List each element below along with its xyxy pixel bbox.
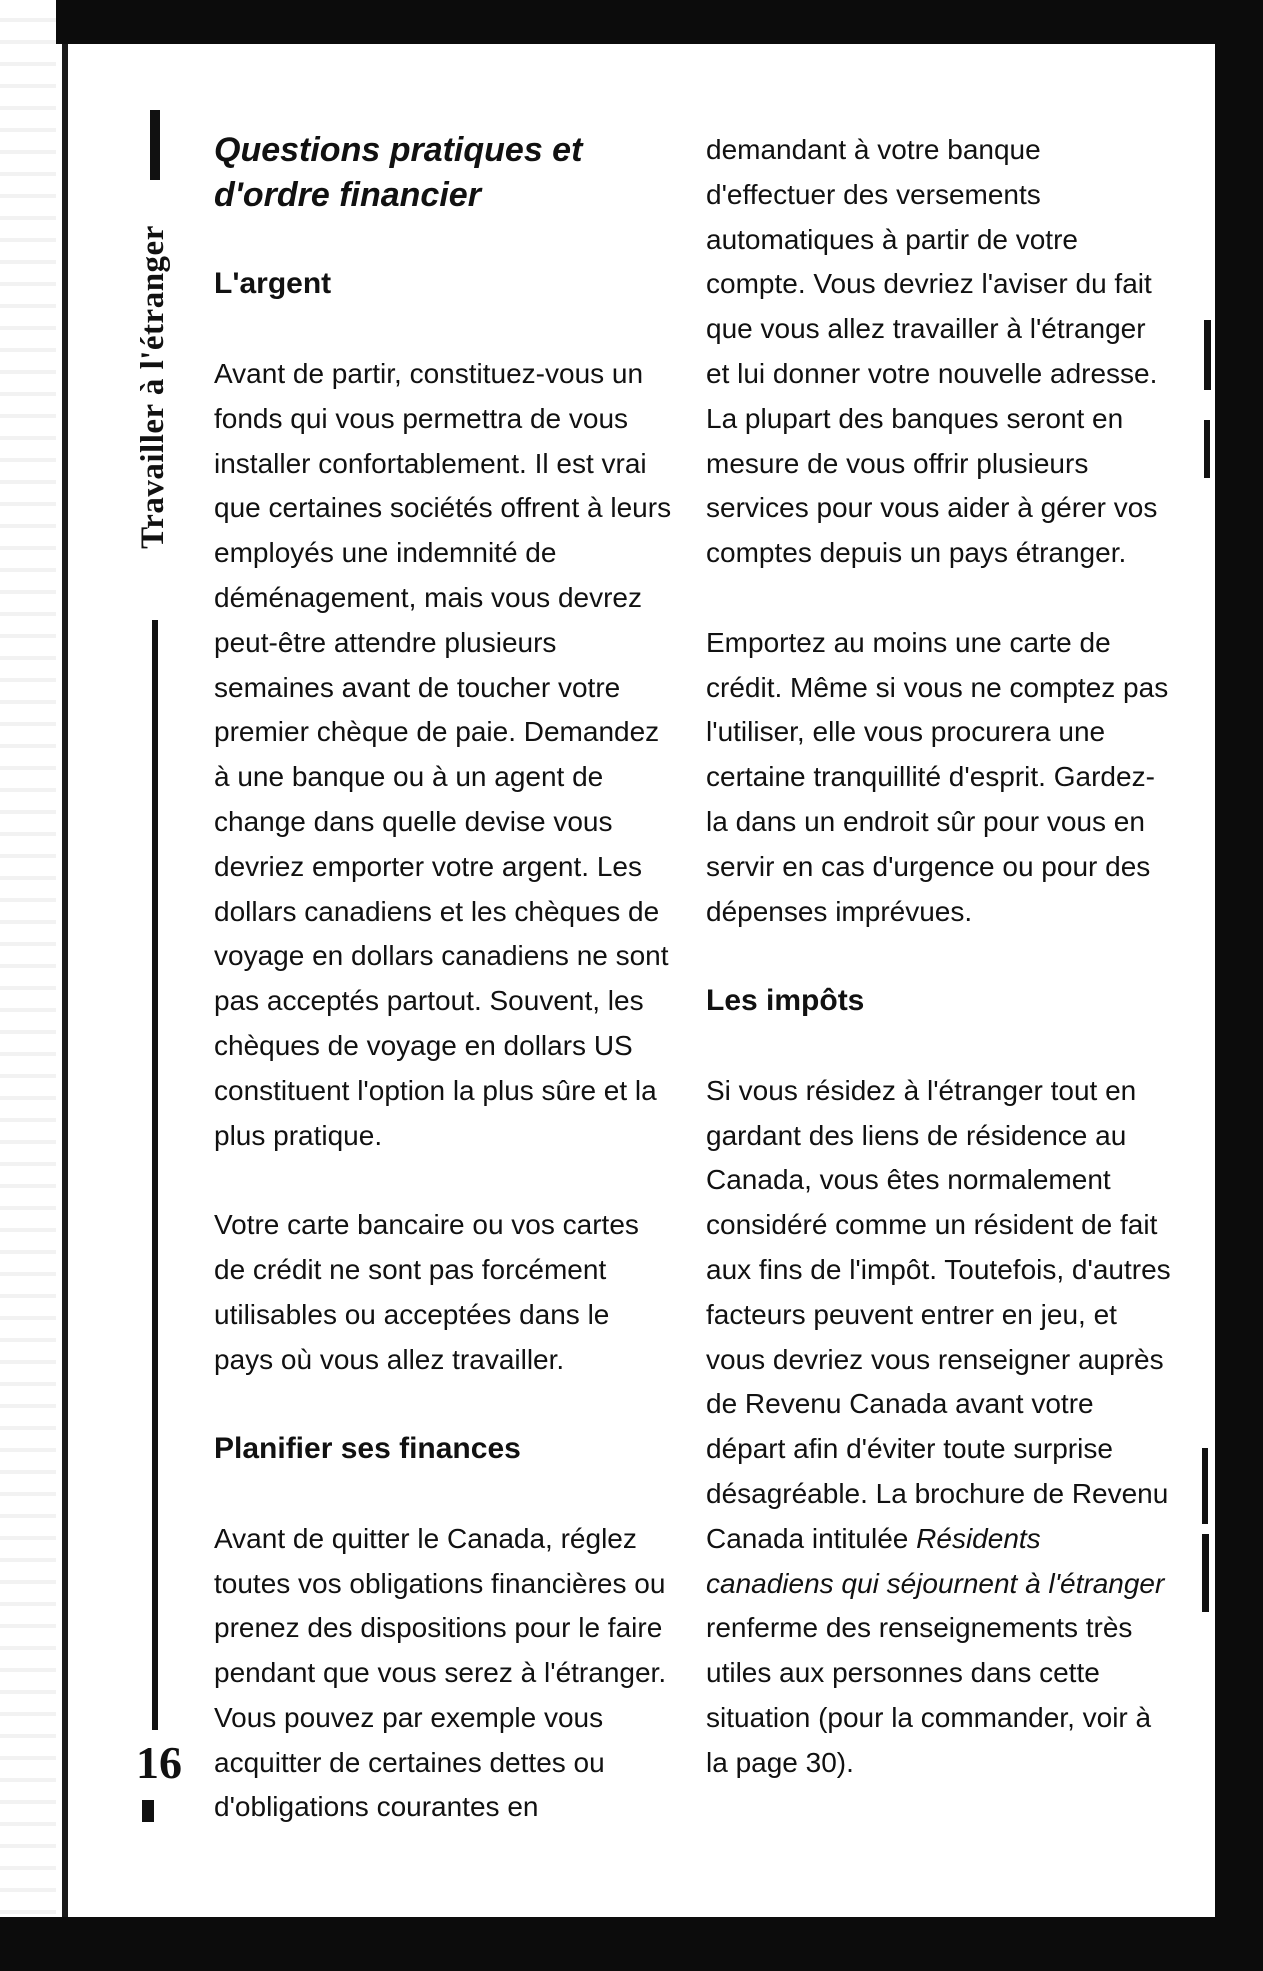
bleed-mark-1 [1204, 320, 1211, 390]
brochure-title: Résidents canadiens qui séjournent à l'étranger [706, 1522, 1165, 1599]
scan-border-bottom [0, 1917, 1263, 1971]
bleed-mark-2 [1204, 420, 1210, 478]
page-edge-line [62, 44, 68, 1917]
right-column [706, 128, 1176, 1830]
scan-border-left [0, 0, 56, 1971]
header-rule [152, 620, 158, 1730]
paragraph-finances-2: Emportez au moins une carte de crédit. Même si vous ne comptez pas l'utiliser, elle vous procurera une certaine tranquillité d'esprit. Gardez-la dans un endroit sûr pour vous en servir en cas d'urgence ou pour des dépenses imprévues. [706, 626, 1169, 927]
scan-border-right [1215, 0, 1263, 1971]
scan-border-top [0, 0, 1263, 44]
left-column [214, 128, 674, 1875]
impots-text-b: renferme des renseignements très utiles aux personnes dans cette situation (pour la commander, voir à la page 30). [706, 1612, 1152, 1778]
page-number: 16 [136, 1737, 182, 1788]
heading-planifier-finances: Planifier ses finances [214, 1432, 521, 1466]
section-title: Questions pratiques et d'ordre financier [214, 131, 583, 214]
page-number-mark [142, 1800, 154, 1822]
heading-argent: L'argent [214, 267, 332, 301]
running-header [135, 110, 172, 630]
paragraph-finances-1-continued: demandant à votre banque d'effectuer des versements automatiques à partir de votre compte. Vous devriez l'aviser du fait que vous allez travailler à l'étranger et lui donner votre nouvelle adresse. La plupart des banques seront en mesure de vous offrir plusieurs services pour vous aider à gérer vos comptes depuis un pays étranger. [706, 134, 1158, 569]
paragraph-impots-1 [706, 1069, 1176, 1786]
heading-impots: Les impôts [706, 984, 865, 1018]
paragraph-finances-1: Avant de quitter le Canada, réglez toutes vos obligations financières ou prenez des dispositions pour le faire pendant que vous serez à l'étranger. Vous pouvez par exemple vous acquitter de certaines dettes ou d'obligations courantes en [214, 1522, 667, 1823]
impots-text-a: Si vous résidez à l'étranger tout en gardant des liens de résidence au Canada, vous êtes normalement considéré comme un résident de fait aux fins de l'impôt. Toutefois, d'autres facteurs peuvent entrer en jeu, et vous devriez vous renseigner auprès de Revenu Canada avant votre départ afin d'éviter toute surprise désagréable. La brochure de Revenu Canada intitulée [706, 1074, 1171, 1554]
running-title: Travailler à l'étranger [135, 225, 171, 549]
bleed-mark-4 [1202, 1534, 1209, 1612]
bleed-mark-3 [1202, 1448, 1208, 1524]
paragraph-argent-2: Votre carte bancaire ou vos cartes de crédit ne sont pas forcément utilisables ou acceptées dans le pays où vous allez travailler. [214, 1209, 639, 1375]
paragraph-argent-1: Avant de partir, constituez-vous un fonds qui vous permettra de vous installer confortablement. Il est vrai que certaines sociétés offrent à leurs employés une indemnité de déménagement, mais vous devrez peut-être attendre plusieurs semaines avant de toucher votre premier chèque de paie. Demandez à une banque ou à un agent de change dans quelle devise vous devriez emporter votre argent. Les dollars canadiens et les chèques de voyage en dollars canadiens ne sont pas acceptés partout. Souvent, les chèques de voyage en dollars US constituent l'option la plus sûre et la plus pratique. [214, 357, 672, 1151]
